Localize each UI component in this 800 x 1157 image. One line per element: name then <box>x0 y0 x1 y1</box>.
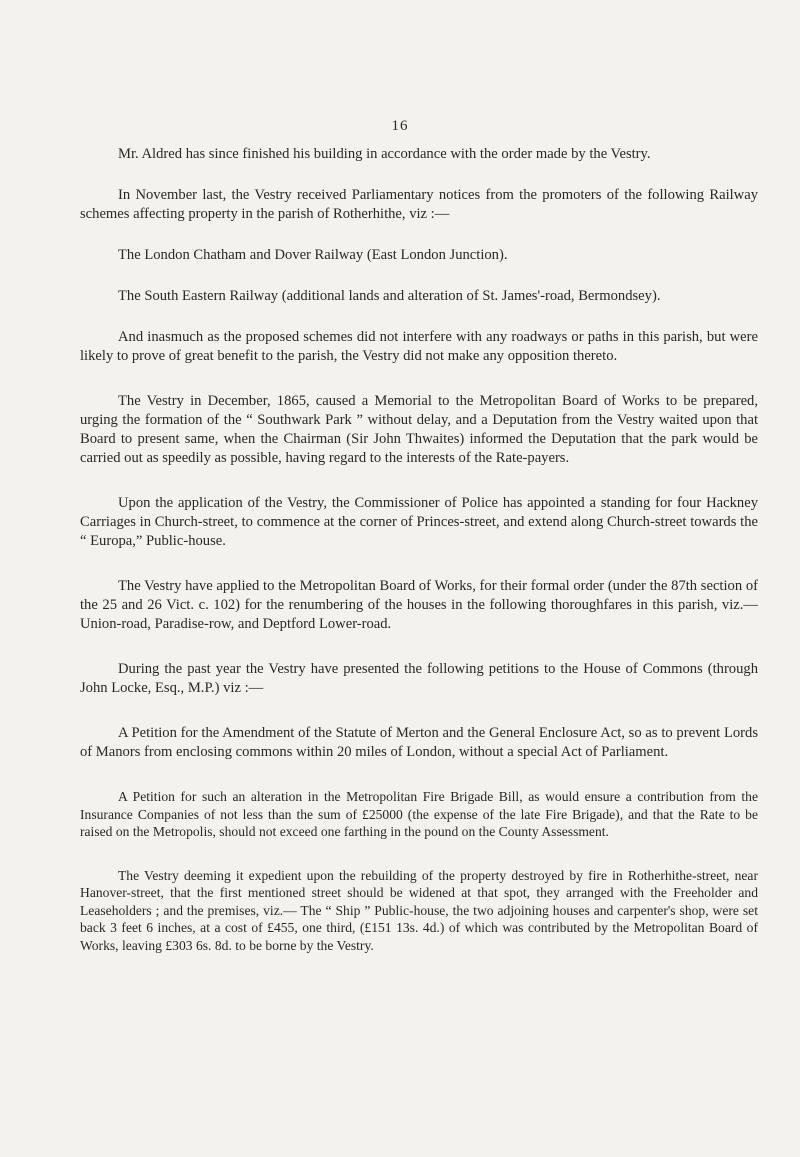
paragraph-south-eastern-railway: The South Eastern Railway (additional lands and alteration of St. James'-road, Bermondsey). <box>118 288 661 304</box>
page-body <box>80 145 758 976</box>
paragraph-rotherhithe-street-widening: The Vestry deeming it expedient upon the rebuilding of the property destroyed by fire in Rotherhithe-street, near Hanover-street, that the first mentioned street should be widened at that spot, they arranged with the Freeholder and Leaseholders ; and the premises, viz.— The “ Ship ” Public-house, the two adjoining houses and carpenter's shop, were set back 3 feet 6 inches, at a cost of £455, one third, (£151 13s. 4d.) of which was contributed by the Metropolitan Board of Works, leaving £303 6s. 8d. to be borne by the Vestry. <box>80 867 758 953</box>
paragraph-petitions-intro: During the past year the Vestry have presented the following petitions to the House of Commons (through John Locke, Esq., M.P.) viz :— <box>80 661 758 696</box>
paragraph-renumbering-houses: The Vestry have applied to the Metropolitan Board of Works, for their formal order (under the 87th section of the 25 and 26 Vict. c. 102) for the renumbering of the houses in the following thoroughfares in this parish, viz.—Union-road, Paradise-row, and Deptford Lower-road. <box>80 578 758 632</box>
paragraph-southwark-park-memorial: The Vestry in December, 1865, caused a Memorial to the Metropolitan Board of Works to be prepared, urging the formation of the “ Southwark Park ” without delay, and a Deputation from the Vestry waited upon that Board to present same, when the Chairman (Sir John Thwaites) informed the Deputation that the park would be carried out as speedily as possible, having regard to the interests of the Rate-payers. <box>80 393 758 466</box>
paragraph-petition-fire-brigade: A Petition for such an alteration in the Metropolitan Fire Brigade Bill, as would ensure a contribution from the Insurance Companies of not less than the sum of £25000 (the expense of the late Fire Brigade), and that the Rate to be raised on the Metropolis, should not exceed one farthing in the pound on the County Assessment. <box>80 789 758 839</box>
paragraph-aldred-building: Mr. Aldred has since finished his building in accordance with the order made by the Vestry. <box>118 146 651 162</box>
paragraph-hackney-carriages: Upon the application of the Vestry, the Commissioner of Police has appointed a standing for four Hackney Carriages in Church-street, to commence at the corner of Princes-street, and extend along Church-street towards the “ Europa,” Public-house. <box>80 495 758 549</box>
page-number: 16 <box>391 118 409 134</box>
paragraph-petition-merton: A Petition for the Amendment of the Statute of Merton and the General Enclosure Act, so as to prevent Lords of Manors from enclosing commons within 20 miles of London, without a special Act of Parliament. <box>80 725 758 760</box>
paragraph-railway-notices: In November last, the Vestry received Parliamentary notices from the promoters of the following Railway schemes affecting property in the parish of Rotherhithe, viz :— <box>80 187 758 222</box>
paragraph-no-opposition: And inasmuch as the proposed schemes did not interfere with any roadways or paths in this parish, but were likely to prove of great benefit to the parish, the Vestry did not make any opposition thereto. <box>80 329 758 364</box>
paragraph-london-chatham-dover: The London Chatham and Dover Railway (East London Junction). <box>118 247 508 263</box>
